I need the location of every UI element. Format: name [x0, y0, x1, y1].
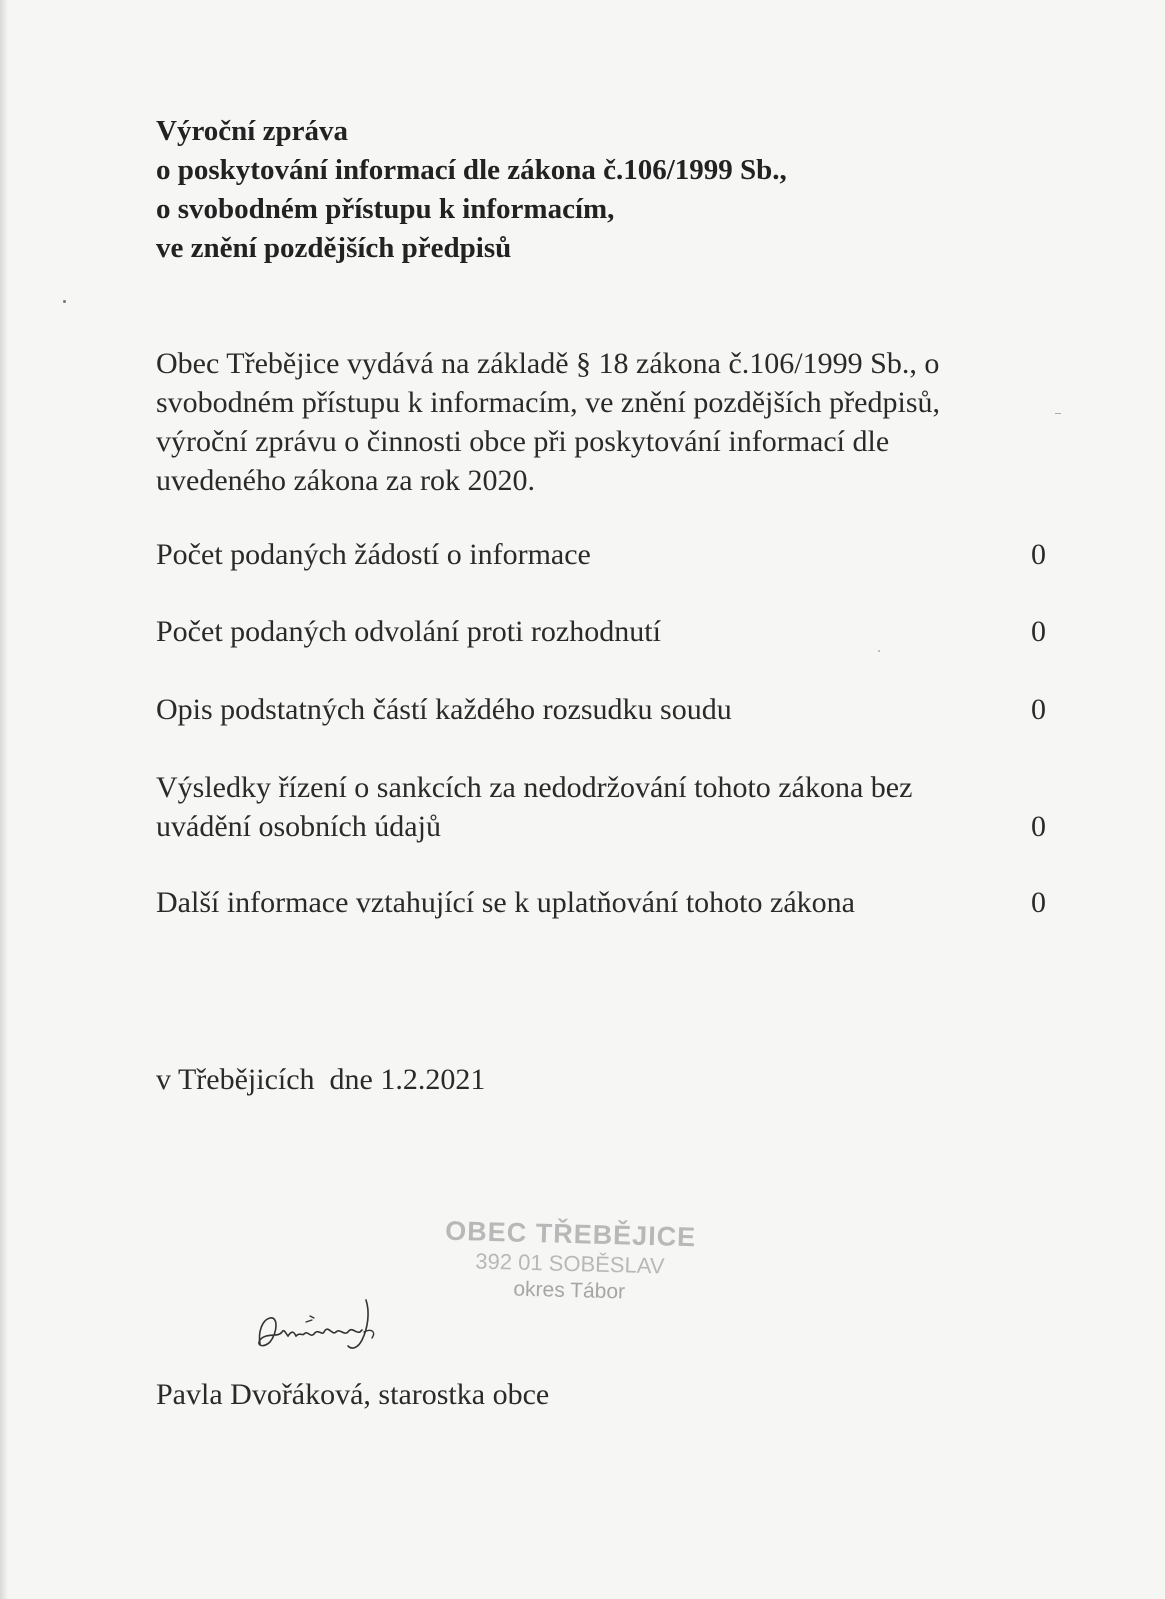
stat-value: 0 [1031, 886, 1046, 919]
page-shadow-edge [0, 0, 8, 1599]
stamp-line: 392 01 SOBĚSLAV [475, 1248, 665, 1279]
handwritten-signature [248, 1292, 398, 1362]
scan-speck [63, 300, 66, 303]
stat-appeals [156, 612, 1046, 651]
stat-sanctions [156, 768, 1046, 846]
stamp-line: okres Tábor [513, 1277, 626, 1304]
title-line: ve znění pozdějších předpisů [156, 232, 512, 264]
document-title [156, 112, 787, 268]
scan-speck [1055, 413, 1061, 414]
stat-value: 0 [1031, 693, 1046, 726]
stamp-line: OBEC TŘEBĚJICE [444, 1215, 697, 1253]
stat-label [156, 768, 1046, 846]
stat-other-info [156, 883, 1046, 922]
stat-value: 0 [1031, 538, 1046, 571]
official-stamp [439, 1215, 701, 1308]
stat-label-line: uvádění osobních údajů [156, 810, 441, 843]
intro-line: Obec Třebějice vydává na základě § 18 zákona č.106/1999 Sb., o [156, 347, 940, 380]
intro-line: svobodném přístupu k informacím, ve znění pozdějších předpisů, [156, 386, 940, 419]
stat-label: Další informace vztahující se k uplatňování tohoto zákona [156, 886, 855, 919]
stat-label-line: Výsledky řízení o sankcích za nedodržování tohoto zákona bez [156, 771, 913, 804]
signatory-name: Pavla Dvořáková, starostka obce [156, 1378, 550, 1411]
scan-speck [878, 650, 880, 652]
title-line: o svobodném přístupu k informacím, [156, 193, 615, 225]
title-line: o poskytování informací dle zákona č.106/1999 Sb., [156, 154, 787, 186]
intro-line: uvedeného zákona za rok 2020. [156, 464, 536, 497]
stat-label: Počet podaných žádostí o informace [156, 538, 591, 571]
stat-court-rulings [156, 690, 1046, 729]
stat-requests [156, 535, 1046, 574]
stat-value: 0 [1031, 615, 1046, 648]
title-line: Výroční zpráva [156, 115, 348, 147]
stat-value: 0 [1031, 810, 1046, 843]
place-and-date: v Třebějicích dne 1.2.2021 [156, 1063, 486, 1096]
stat-label: Opis podstatných částí každého rozsudku soudu [156, 693, 732, 726]
intro-paragraph [156, 344, 1056, 500]
intro-line: výroční zprávu o činnosti obce při poskytování informací dle [156, 425, 890, 458]
stat-label: Počet podaných odvolání proti rozhodnutí [156, 615, 661, 648]
